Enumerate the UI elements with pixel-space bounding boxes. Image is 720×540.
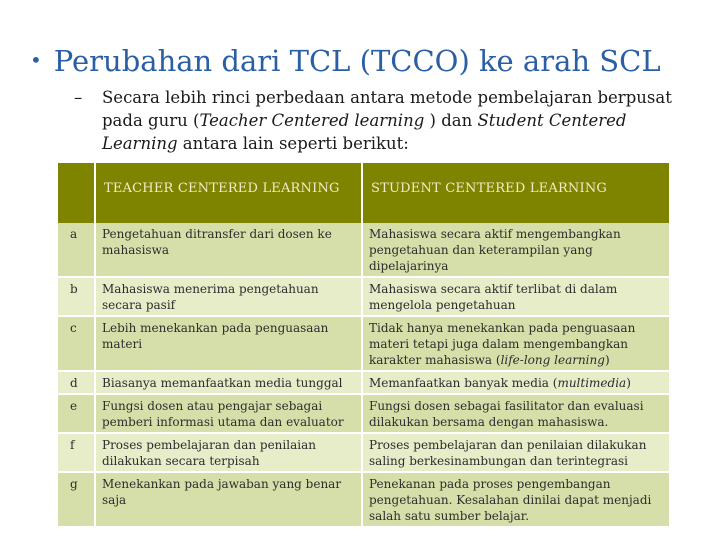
row-scl: Mahasiswa secara aktif mengembangkan pengetahuan dan keterampilan yang dipelajarinya (362, 223, 670, 277)
header-letter (58, 163, 95, 223)
intro-paragraph (74, 86, 694, 155)
row-scl: Proses pembelajaran dan penilaian dilakukan saling berkesinambungan dan terintegrasi (362, 433, 670, 472)
table-row (58, 371, 670, 394)
row-scl-text: Tidak hanya menekankan pada penguasaan materi tetapi juga dalam mengembangkan karakter mahasiswa ( (369, 321, 636, 367)
row-letter: b (58, 277, 95, 316)
title-text: Perubahan dari TCL (TCCO) ke arah SCL (53, 44, 661, 78)
row-letter: d (58, 371, 95, 394)
table-row (58, 472, 670, 527)
row-scl: Fungsi dosen sebagai fasilitator dan evaluasi dilakukan bersama dengan mahasiswa. (362, 394, 670, 433)
table-row (58, 277, 670, 316)
row-letter: g (58, 472, 95, 527)
row-scl-text: Memanfaatkan banyak media ( (369, 376, 558, 390)
intro-part-1: Secara lebih rinci perbedaan antara metode pembelajaran berpusat pada guru ( (102, 88, 672, 130)
table-header-row (58, 163, 670, 223)
comparison-table (58, 163, 671, 528)
row-scl (362, 371, 670, 394)
intro-tcl-term: Teacher Centered learning (199, 111, 425, 130)
bullet-icon: • (30, 48, 42, 72)
row-letter: e (58, 394, 95, 433)
table-row (58, 433, 670, 472)
row-tcl: Mahasiswa menerima pengetahuan secara pasif (95, 277, 362, 316)
header-scl: STUDENT CENTERED LEARNING (362, 163, 670, 223)
slide-title (30, 44, 700, 78)
row-letter: f (58, 433, 95, 472)
row-tcl: Fungsi dosen atau pengajar sebagai pemberi informasi utama dan evaluator (95, 394, 362, 433)
row-tcl: Pengetahuan ditransfer dari dosen ke mahasiswa (95, 223, 362, 277)
row-tcl: Biasanya memanfaatkan media tunggal (95, 371, 362, 394)
row-scl-term: life-long learning (500, 353, 605, 367)
header-tcl: TEACHER CENTERED LEARNING (95, 163, 362, 223)
row-letter: c (58, 316, 95, 371)
row-scl: Penekanan pada proses pengembangan pengetahuan. Kesalahan dinilai dapat menjadi salah satu sumber belajar. (362, 472, 670, 527)
table-row (58, 394, 670, 433)
intro-text (102, 86, 694, 155)
row-tcl: Lebih menekankan pada penguasaan materi (95, 316, 362, 371)
row-letter: a (58, 223, 95, 277)
table-row (58, 316, 670, 371)
intro-scl-term: Student Centered Learning (102, 111, 627, 153)
row-scl: Mahasiswa secara aktif terlibat di dalam mengelola pengetahuan (362, 277, 670, 316)
intro-part-3: ) dan (424, 111, 478, 130)
row-scl-close: ) (626, 376, 631, 390)
dash-bullet-icon: – (74, 88, 83, 107)
row-scl (362, 316, 670, 371)
row-tcl: Proses pembelajaran dan penilaian dilakukan secara terpisah (95, 433, 362, 472)
row-scl-term: multimedia (557, 376, 627, 390)
row-scl-close: ) (604, 353, 610, 367)
intro-part-5: antara lain seperti berikut: (177, 134, 409, 153)
row-tcl: Menekankan pada jawaban yang benar saja (95, 472, 362, 527)
table-row (58, 223, 670, 277)
